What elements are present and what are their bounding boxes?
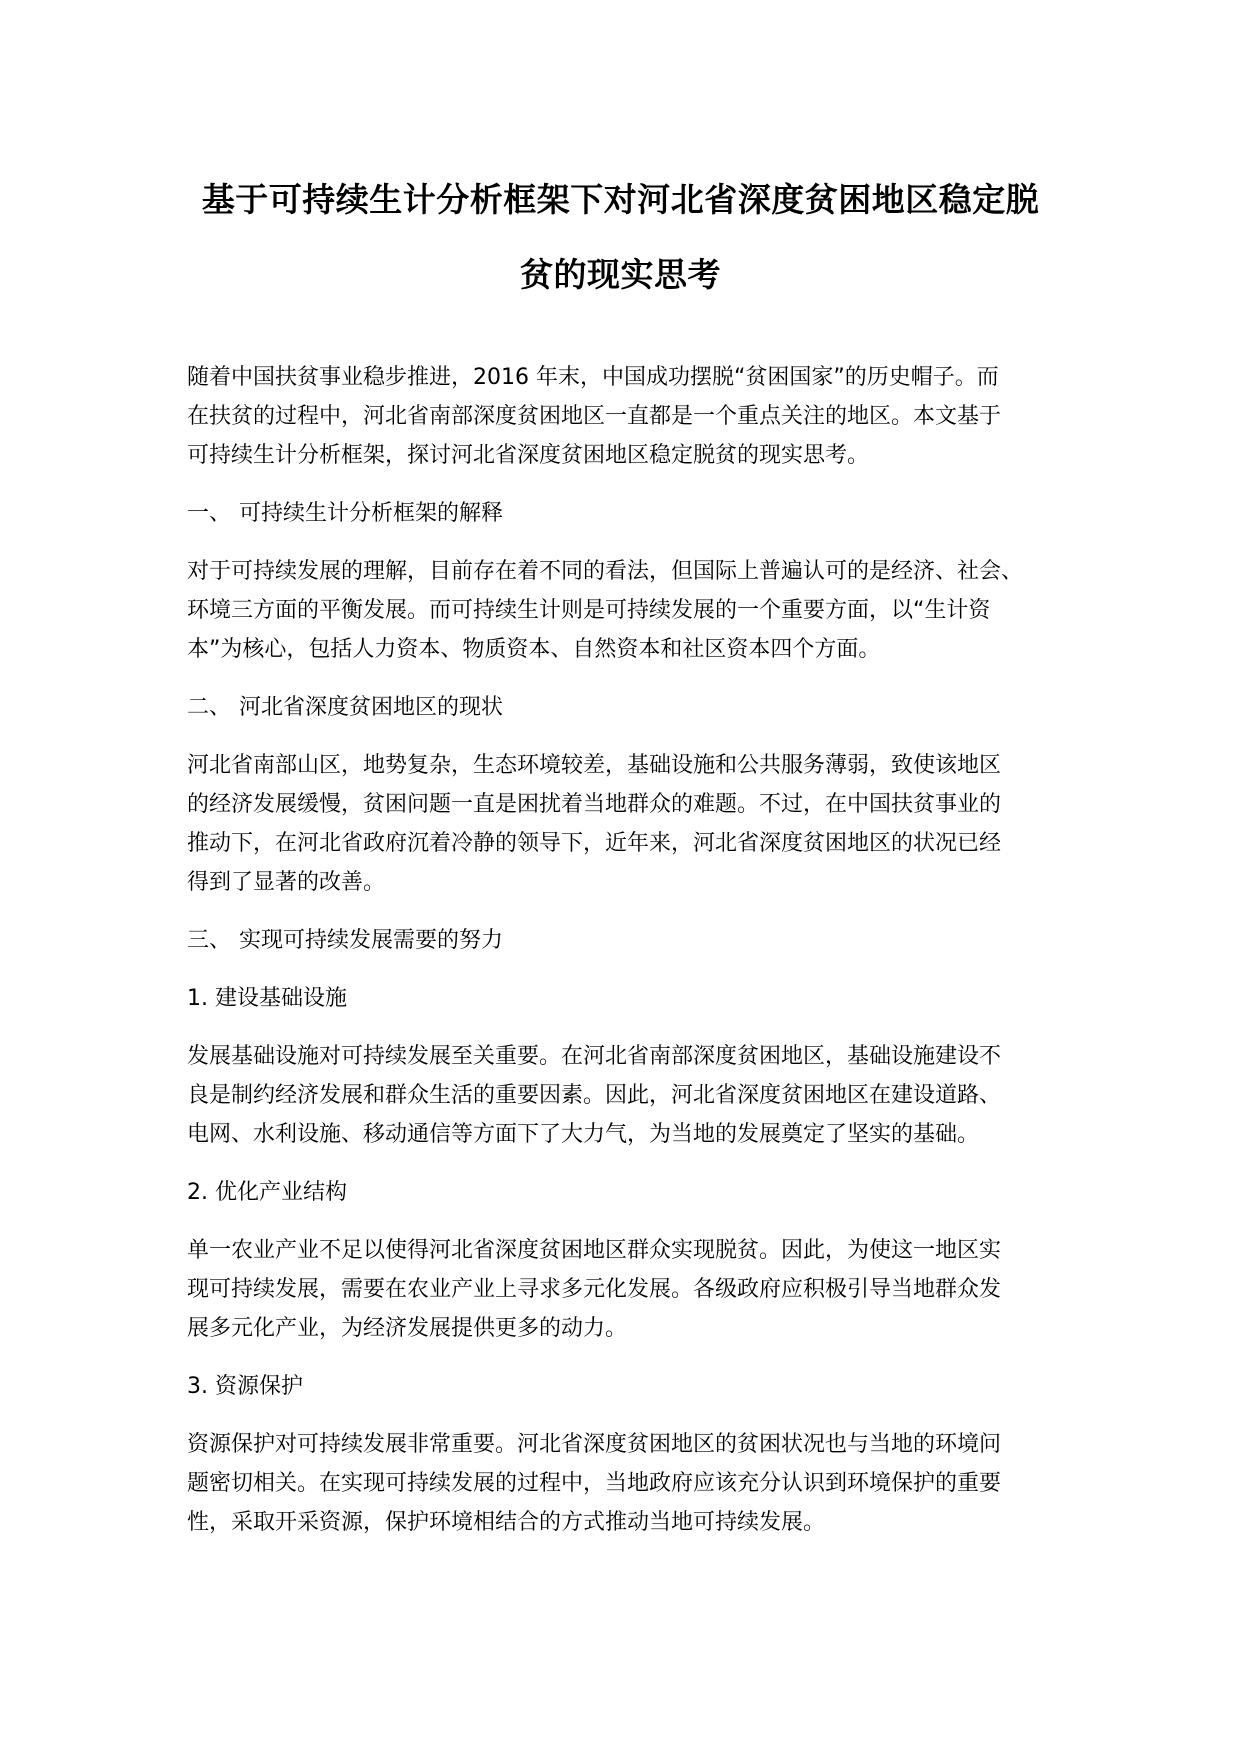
subsection-3-heading: 3. 资源保护	[187, 1374, 303, 1399]
section-2-heading	[187, 688, 1067, 727]
document-title-line-2: 贫的现实思考	[520, 255, 721, 294]
subsection-3-line: 资源保护对可持续发展非常重要。河北省深度贫困地区的贫困状况也与当地的环境问	[187, 1432, 1002, 1457]
subsection-2-heading: 2. 优化产业结构	[187, 1180, 347, 1205]
subsection-1-heading: 1. 建设基础设施	[187, 986, 347, 1011]
section-1-number: 一、	[187, 501, 232, 526]
subsection-1-line: 发展基础设施对可持续发展至关重要。在河北省南部深度贫困地区，基础设施建设不	[187, 1044, 1002, 1069]
section-3-title: 实现可持续发展需要的努力	[239, 928, 504, 953]
subsection-1-line: 电网、水利设施、移动通信等方面下了大力气，为当地的发展奠定了坚实的基础。	[187, 1122, 980, 1147]
subsection-3-line: 题密切相关。在实现可持续发展的过程中，当地政府应该充分认识到环境保护的重要	[187, 1471, 1002, 1496]
intro-line: 在扶贫的过程中，河北省南部深度贫困地区一直都是一个重点关注的地区。本文基于	[187, 404, 1002, 429]
section-2-number: 二、	[187, 695, 232, 720]
section-3-heading	[187, 921, 1067, 960]
subsection-1-paragraph	[187, 1037, 1067, 1154]
section-1-heading	[187, 494, 1067, 533]
intro-line: 随着中国扶贫事业稳步推进，2016 年末，中国成功摆脱“贫困国家”的历史帽子。而	[187, 365, 999, 390]
subsection-2-paragraph	[187, 1231, 1067, 1348]
intro-paragraph	[187, 358, 1067, 475]
subsection-2-line: 展多元化产业，为经济发展提供更多的动力。	[187, 1316, 628, 1341]
intro-line: 可持续生计分析框架，探讨河北省深度贫困地区稳定脱贫的现实思考。	[187, 443, 870, 468]
document-title-line-1: 基于可持续生计分析框架下对河北省深度贫困地区稳定脱	[201, 180, 1040, 219]
section-2-paragraph	[187, 746, 1067, 902]
section-2-line: 推动下，在河北省政府沉着冷静的领导下，近年来，河北省深度贫困地区的状况已经	[187, 831, 1002, 856]
section-1-title: 可持续生计分析框架的解释	[239, 501, 504, 526]
section-2-line: 河北省南部山区，地势复杂，生态环境较差，基础设施和公共服务薄弱，致使该地区	[187, 753, 1002, 778]
section-2-line: 的经济发展缓慢，贫困问题一直是困扰着当地群众的难题。不过，在中国扶贫事业的	[187, 792, 1002, 817]
subsection-2-line: 现可持续发展，需要在农业产业上寻求多元化发展。各级政府应积极引导当地群众发	[187, 1277, 1002, 1302]
section-1-line: 对于可持续发展的理解，目前存在着不同的看法，但国际上普遍认可的是经济、社会、	[187, 559, 1024, 584]
section-2-title: 河北省深度贫困地区的现状	[239, 695, 504, 720]
section-1-line: 环境三方面的平衡发展。而可持续生计则是可持续发展的一个重要方面，以“生计资	[187, 598, 991, 623]
section-2-line: 得到了显著的改善。	[187, 870, 386, 895]
section-1-paragraph	[187, 552, 1067, 669]
subsection-3-paragraph	[187, 1425, 1067, 1542]
section-3-number: 三、	[187, 928, 232, 953]
section-1-line: 本”为核心，包括人力资本、物质资本、自然资本和社区资本四个方面。	[187, 637, 881, 662]
subsection-2-line: 单一农业产业不足以使得河北省深度贫困地区群众实现脱贫。因此，为使这一地区实	[187, 1238, 1002, 1263]
subsection-3-line: 性，采取开采资源，保护环境相结合的方式推动当地可持续发展。	[187, 1510, 826, 1535]
subsection-1-line: 良是制约经济发展和群众生活的重要因素。因此，河北省深度贫困地区在建设道路、	[187, 1083, 1002, 1108]
document-body	[187, 358, 1067, 1561]
